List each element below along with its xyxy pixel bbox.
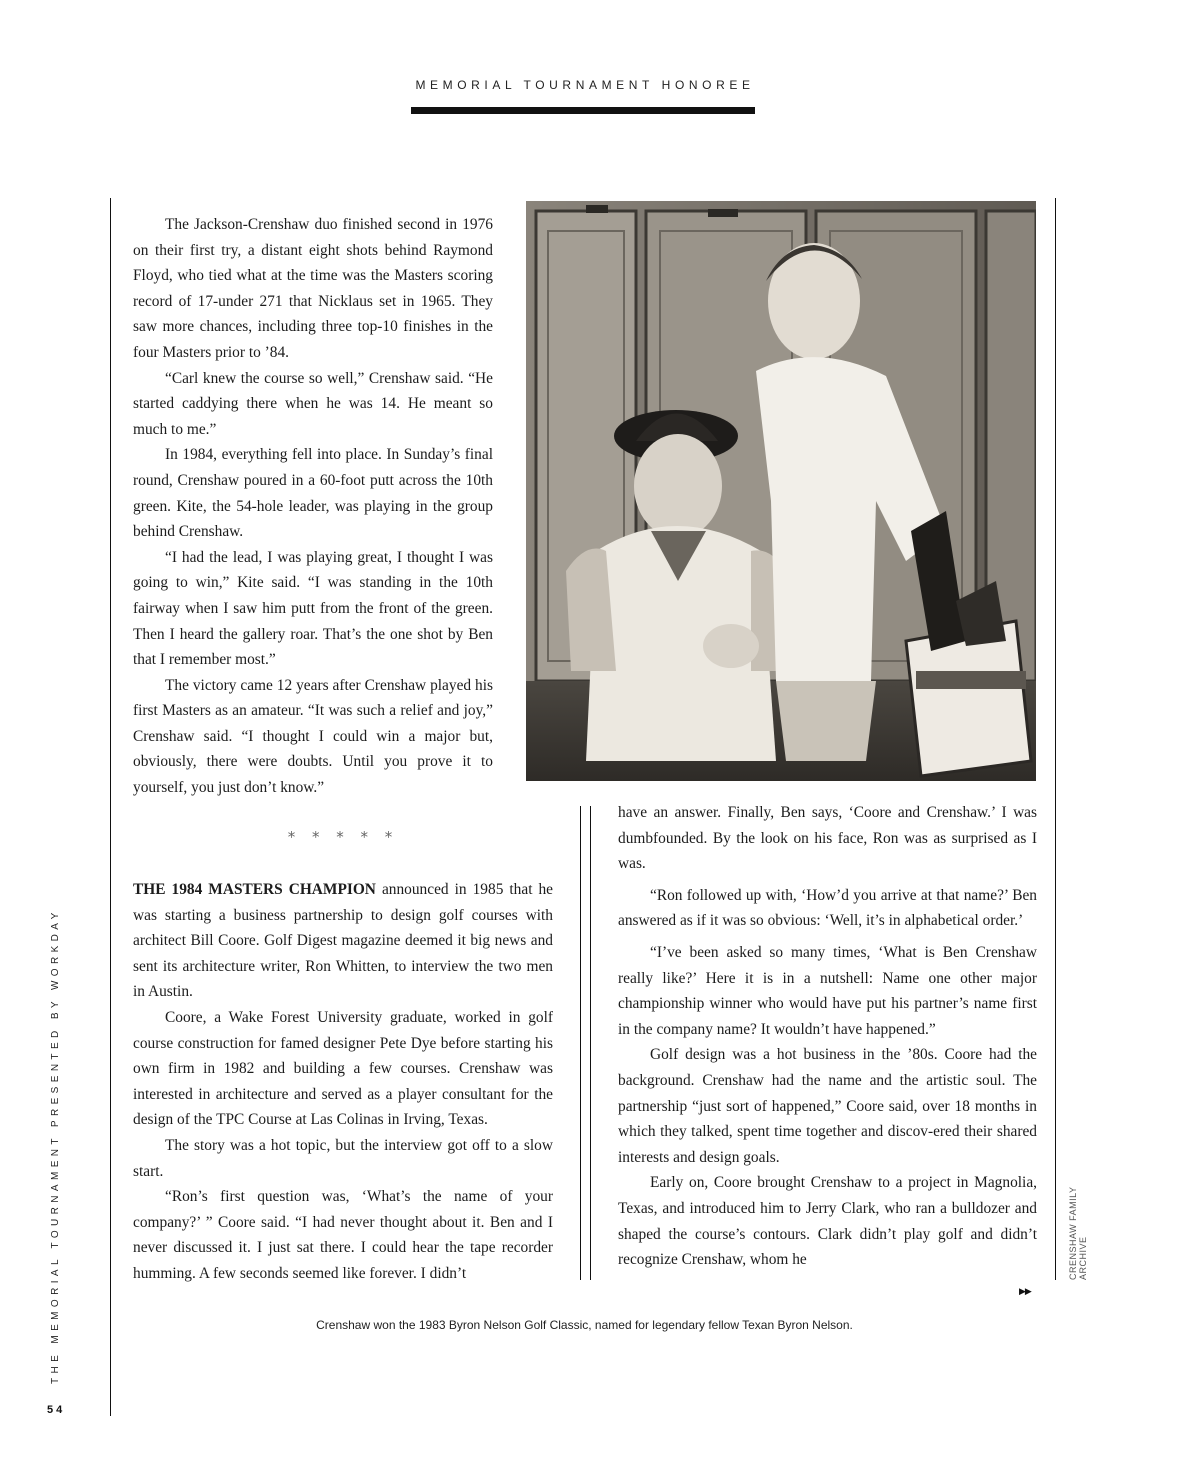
- paragraph: Early on, Coore brought Crenshaw to a project in Magnolia, Texas, and introduced him to Jerry Clark, who ran a bulldozer and shaped the course’s contours. Clark didn’t play golf and didn’t recognize Crenshaw, whom he: [618, 1174, 1037, 1269]
- paragraph: have an answer. Finally, Ben says, ‘Coore and Crenshaw.’ I was dumbfounded. By the look on his face, Ron was as surprised as I was.: [618, 804, 1037, 873]
- photo-crenshaw-nelson: [526, 201, 1036, 781]
- paragraph-text: announced in 1985 that he was starting a business partnership to design golf courses with architect Bill Coore. Golf Digest magazine deemed it big news and sent its architecture writer, Ron Whitten, to interview the two men in Austin.: [133, 881, 554, 1001]
- paragraph: The story was a hot topic, but the interview got off to a slow start.: [133, 1136, 553, 1180]
- lead-in: THE 1984 MASTERS CHAMPION: [133, 881, 376, 898]
- paragraph: In 1984, everything fell into place. In Sunday’s final round, Crenshaw poured in a 60-foot putt across the 10th green. Kite, the 54-hole leader, was playing in the group behind Crenshaw.: [133, 446, 493, 541]
- paragraph: [133, 877, 553, 1005]
- page-number: 54: [47, 1404, 66, 1416]
- header-rule: [411, 107, 755, 114]
- paragraph: “I had the lead, I was playing great, I thought I was going to win,” Kite said. “I was standing in the 10th fairway when I saw him putt from the front of the green. Then I heard the gallery roar. That’s the one shot by Ben that I remember most.”: [133, 548, 493, 669]
- paragraph: “I’ve been asked so many times, ‘What is Ben Crenshaw really like?’ Here it is in a nutshell: Name one other major championship winner who would have put his partner’s name first in the company name? It wouldn’t have happened.”: [618, 943, 1037, 1038]
- section-title: MEMORIAL TOURNAMENT HONOREE: [415, 78, 755, 92]
- right-text-column: [618, 800, 1037, 1273]
- lower-left-text-column: [133, 877, 553, 1287]
- photo-credit: CRENSHAW FAMILY ARCHIVE: [1068, 1186, 1088, 1280]
- paragraph: The Jackson-Crenshaw duo finished second in 1976 on their first try, a distant eight shots behind Raymond Floyd, who tied what at the time was the Masters scoring record of 17-under 271 that Nicklaus set in 1965. They saw more chances, including three top-10 finishes in the four Masters prior to ’84.: [133, 216, 493, 361]
- right-margin-rule: [1055, 198, 1056, 1280]
- column-rule-right: [590, 806, 591, 1280]
- paragraph: “Ron’s first question was, ‘What’s the name of your company?’ ” Coore said. “I had never thought about it. Ben and I never discussed it. I just sat there. I could hear the tape recorder humming. A few seconds seemed like forever. I didn’t: [133, 1188, 553, 1282]
- section-separator: * * * * *: [287, 828, 399, 846]
- publication-side-title: THE MEMORIAL TOURNAMENT PRESENTED BY WORKDAY: [50, 908, 61, 1384]
- paragraph: “Ron followed up with, ‘How’d you arrive at that name?’ Ben answered as if it was so obvious: ‘Well, it’s in alphabetical order.’: [618, 886, 1037, 930]
- paragraph: Golf design was a hot business in the ’80s. Coore had the background. Crenshaw had the name and the artistic soul. The partnership “just sort of happened,” Coore said, over 18 months in which they talked, spent time together and discov-ered their shared interests and design goals.: [618, 1046, 1037, 1166]
- photo-caption: Crenshaw won the 1983 Byron Nelson Golf Classic, named for legendary fellow Texan Byron Nelson.: [316, 1318, 853, 1332]
- paragraph: The victory came 12 years after Crenshaw played his first Masters as an amateur. “It was such a relief and joy,” Crenshaw said. “I thought I could win a major but, obviously, there were doubts. Until you prove it to yourself, you just don’t know.”: [133, 676, 493, 797]
- continue-arrows-icon: ▶▶: [1019, 1287, 1031, 1297]
- photo-illustration: [526, 201, 1036, 781]
- column-rule-left: [580, 806, 581, 1280]
- upper-text-column: [133, 212, 493, 801]
- left-margin-rule: [110, 198, 111, 1416]
- paragraph: “Carl knew the course so well,” Crenshaw said. “He started caddying there when he was 14. He meant so much to me.”: [133, 369, 493, 438]
- paragraph: Coore, a Wake Forest University graduate, worked in golf course construction for famed designer Pete Dye before starting his own firm in 1982 and building a few courses. Crenshaw was interested in architecture and served as a player consultant for the design of the TPC Course at Las Colinas in Irving, Texas.: [133, 1008, 553, 1129]
